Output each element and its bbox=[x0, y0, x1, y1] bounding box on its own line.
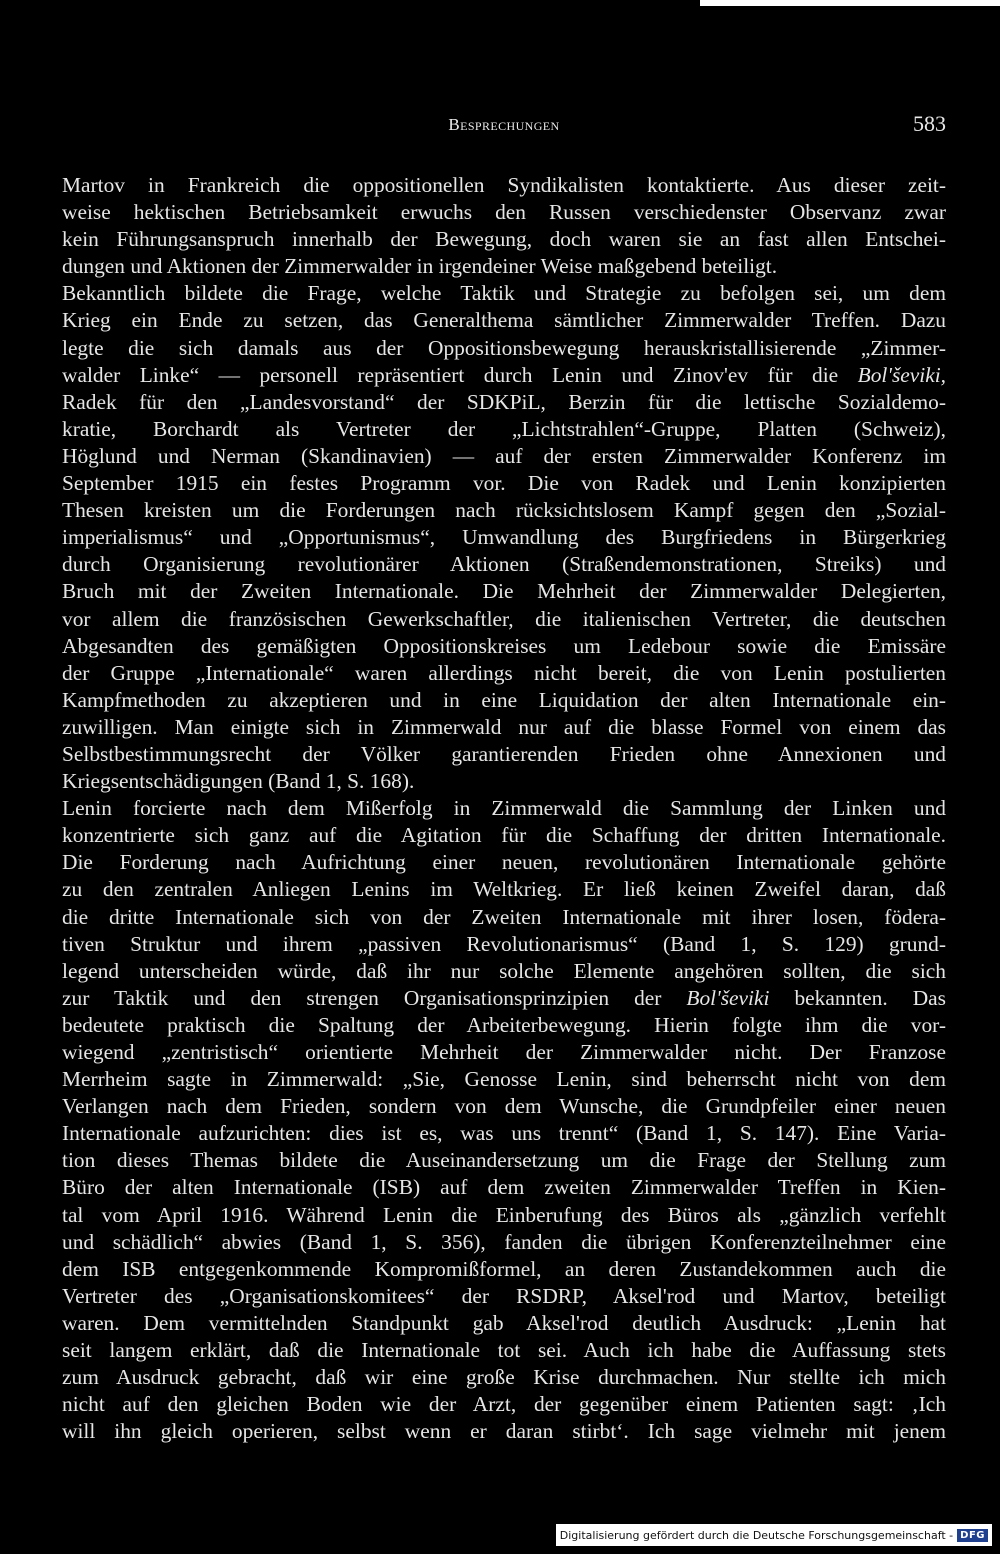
text-line: Martov in Frankreich die oppositionellen Syndikalisten kontaktierte. Aus dieser zeit- bbox=[62, 173, 946, 197]
text-line: Höglund und Nerman (Skandinavien) — auf der ersten Zimmerwalder Konferenz im bbox=[62, 443, 946, 468]
text-line: dem ISB entgegenkommende Kompromißformel, an deren Zustandekommen auch die bbox=[62, 1256, 946, 1281]
text-line: Internationale aufzurichten: dies ist es, was uns trennt“ (Band 1, S. 147). Eine Varia- bbox=[62, 1121, 946, 1146]
body-text bbox=[62, 172, 946, 1472]
text-line: konzentrierte sich ganz auf die Agitation für die Schaffung der dritten Internationale. bbox=[62, 823, 946, 848]
text-line: Verlangen nach dem Frieden, sondern von dem Wunsche, die Grundpfeiler einer neuen bbox=[62, 1094, 946, 1119]
text-line: zu den zentralen Anliegen Lenins im Weltkrieg. Er ließ keinen Zweifel daran, daß bbox=[62, 877, 946, 902]
text-line: Bruch mit der Zweiten Internationale. Die Mehrheit der Zimmerwalder Delegierten, bbox=[62, 579, 946, 604]
text-line: will ihn gleich operieren, selbst wenn er daran stirbt‘. Ich sage vielmehr mit jenem bbox=[62, 1419, 946, 1444]
text-line: Lenin forcierte nach dem Mißerfolg in Zimmerwald die Sammlung der Linken und bbox=[62, 796, 946, 821]
running-head bbox=[62, 111, 946, 145]
text-line bbox=[62, 985, 946, 1012]
text-line: Merrheim sagte in Zimmerwald: „Sie, Genosse Lenin, sind beherrscht nicht von dem bbox=[62, 1067, 946, 1092]
text-line: waren. Dem vermittelnden Standpunkt gab Aksel'rod deutlich Ausdruck: „Lenin hat bbox=[62, 1310, 946, 1335]
italic-term: Bol'ševiki, bbox=[857, 362, 946, 387]
text-line: Die Forderung nach Aufrichtung einer neuen, revolutionären Internationale gehörte bbox=[62, 850, 946, 875]
text-line: Krieg ein Ende zu setzen, das Generalthema sämtlicher Zimmerwalder Treffen. Dazu bbox=[62, 308, 946, 333]
text-line: und schädlich“ abwies (Band 1, S. 356), fanden die übrigen Konferenzteilnehmer eine bbox=[62, 1229, 946, 1254]
text-line: vor allem die französischen Gewerkschaftler, die italienischen Vertreter, die deutschen bbox=[62, 606, 946, 631]
text-line: wiegend „zentristisch“ orientierte Mehrheit der Zimmerwalder nicht. Der Franzose bbox=[62, 1040, 946, 1064]
text-segment: bekannten. Das bbox=[769, 985, 946, 1010]
text-line: Kriegsentschädigungen (Band 1, S. 168). bbox=[62, 769, 415, 794]
text-line: Selbstbestimmungsrecht der Völker garantierenden Frieden ohne Annexionen und bbox=[62, 741, 946, 766]
text-line: Abgesandten des gemäßigten Oppositionskreises um Ledebour sowie die Emissäre bbox=[62, 633, 946, 658]
text-line: Kampfmethoden zu akzeptieren und in eine Liquidation der alten Internationale ein- bbox=[62, 687, 946, 712]
text-line: tion dieses Themas bildete die Auseinandersetzung um die Frage der Stellung zum bbox=[62, 1148, 946, 1173]
text-line: Bekanntlich bildete die Frage, welche Taktik und Strategie zu befolgen sei, um dem bbox=[62, 281, 946, 306]
text-segment: zur Taktik und den strengen Organisationsprinzipien der bbox=[62, 985, 687, 1010]
text-line: Büro der alten Internationale (ISB) auf dem zweiten Zimmerwalder Treffen in Kien- bbox=[62, 1175, 946, 1200]
text-line: kratie, Borchardt als Vertreter der „Lichtstrahlen“-Gruppe, Platten (Schweiz), bbox=[62, 416, 946, 441]
text-line: September 1915 ein festes Programm vor. Die von Radek und Lenin konzipierten bbox=[62, 471, 946, 496]
text-line: imperialismus“ und „Opportunismus“, Umwandlung des Burgfriedens in Bürgerkrieg bbox=[62, 525, 946, 550]
text-line: legend unterscheiden würde, daß ihr nur solche Elemente angehören sollten, die sich bbox=[62, 958, 946, 983]
digitization-footer bbox=[556, 1524, 992, 1546]
footer-credit: Digitalisierung gefördert durch die Deutsche Forschungsgemeinschaft - bbox=[559, 1528, 954, 1542]
text-line: der Gruppe „Internationale“ waren allerdings nicht bereit, die von Lenin postulierten bbox=[62, 660, 946, 685]
dfg-logo: DFG bbox=[957, 1529, 988, 1542]
text-line: Radek für den „Landesvorstand“ der SDKPiL, Berzin für die lettische Sozialdemo- bbox=[62, 389, 946, 414]
scan-edge-strip bbox=[700, 0, 1000, 6]
text-line: die dritte Internationale sich von der Zweiten Internationale mit ihrer losen, födera- bbox=[62, 904, 946, 929]
page-number: 583 bbox=[913, 111, 946, 136]
text-line: Vertreter des „Organisationskomitees“ der RSDRP, Aksel'rod und Martov, beteiligt bbox=[62, 1283, 946, 1308]
text-line: durch Organisierung revolutionärer Aktionen (Straßendemonstrationen, Streiks) und bbox=[62, 552, 946, 577]
text-line bbox=[62, 362, 946, 389]
text-line: Thesen kreisten um die Forderungen nach rücksichtslosem Kampf gegen den „Sozial- bbox=[62, 498, 946, 523]
italic-term: Bol'ševiki bbox=[686, 985, 770, 1010]
text-line: dungen und Aktionen der Zimmerwalder in irgendeiner Weise maßgebend beteiligt. bbox=[62, 254, 778, 279]
text-line: zuwilligen. Man einigte sich in Zimmerwald nur auf die blasse Formel von einem das bbox=[62, 714, 946, 739]
text-line: kein Führungsanspruch innerhalb der Bewegung, doch waren sie an fast allen Entschei- bbox=[62, 227, 946, 252]
text-line: legte die sich damals aus der Oppositionsbewegung herauskristallisierende „Zimmer- bbox=[62, 335, 946, 360]
text-line: weise hektischen Betriebsamkeit erwuchs den Russen verschiedenster Observanz zwar bbox=[62, 200, 946, 225]
text-line: seit langem erklärt, daß die Internationale tot sei. Auch ich habe die Auffassung stets bbox=[62, 1338, 946, 1363]
text-segment: walder Linke“ — personell repräsentiert durch Lenin und Zinov'ev für die bbox=[62, 362, 858, 387]
text-line: tal vom April 1916. Während Lenin die Einberufung des Büros als „gänzlich verfehlt bbox=[62, 1202, 946, 1227]
text-line: zum Ausdruck gebracht, daß wir eine große Krise durchmachen. Nur stellte ich mich bbox=[62, 1365, 946, 1390]
text-line: tiven Struktur und ihrem „passiven Revolutionarismus“ (Band 1, S. 129) grund- bbox=[62, 931, 946, 956]
text-line: nicht auf den gleichen Boden wie der Arzt, der gegenüber einem Patienten sagt: ‚Ich bbox=[62, 1392, 946, 1417]
text-line: bedeutete praktisch die Spaltung der Arbeiterbewegung. Hierin folgte ihm die vor- bbox=[62, 1012, 946, 1037]
running-title: Besprechungen bbox=[448, 115, 560, 134]
